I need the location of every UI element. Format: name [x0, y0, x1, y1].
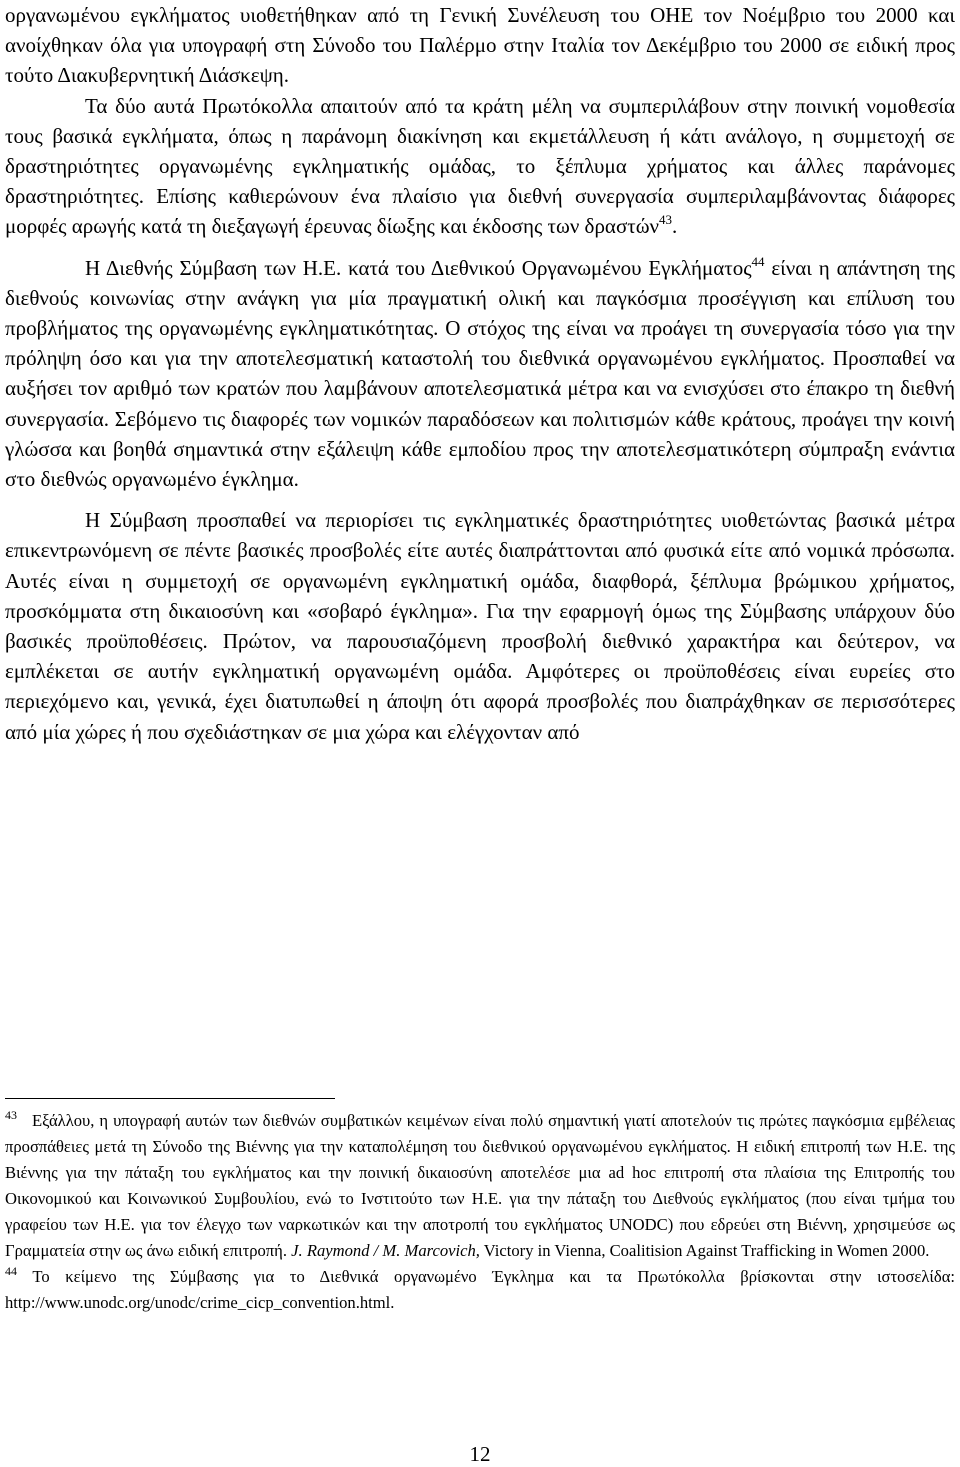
footnote-source-title: Victory in Vienna, Coalitision Against Trafficking in Women 2000. [479, 1241, 930, 1260]
footnote-separator [5, 1098, 335, 1099]
footnote-text: Εξάλλου, η υπογραφή αυτών των διεθνών συμβατικών κειμένων είναι πολύ σημαντική γιατί αποτελούν τις πρώτες παγκόσμια εμβέλειας προσπάθειες μετά τη Σύνοδο της Βιέννης για την καταπολέμηση του διεθνικού οργανωμένου εγκλήματος. Η ειδική επιτροπή των Η.Ε. της Βιέννης για την πάταξη του εγκλήματος και την ποινική δικαιοσύνη αποτελέσε μια ad hoc επιτροπή στα πλαίσια της Επιτροπής του Οικονομικού και Κοινωνικού Συμβουλίου, ενώ το Ινστιτούτο των Η.Ε. για την πάταξη του Διεθνούς εγκλήματος (που είναι τμήμα του γραφείου των Η.Ε. για τον έλεγχο των ναρκωτικών και την αποτροπή του εγκλήματος UNODC) που εδρεύει στη Βιέννη, χρησιμεύσε ως Γραμματεία στην ως άνω ειδική επιτροπή. [5, 1111, 955, 1260]
paragraph-continuation: οργανωμένου εγκλήματος υιοθετήθηκαν από τη Γενική Συνέλευση του ΟΗΕ τον Νοέμβριο του 2000 και ανοίχθηκαν όλα για υπογραφή στη Σύνοδο του Παλέρμο στην Ιταλία τον Δεκέμβριο του 2000 σε ειδική προς τούτο Διακυβερνητική Διάσκεψη. [5, 3, 955, 88]
footnote-number: 44 [5, 1264, 17, 1278]
paragraph-end: . [672, 214, 678, 239]
body-text [5, 0, 955, 747]
page-number: 12 [469, 1442, 491, 1466]
footnote-ref-43: 43 [659, 212, 673, 228]
footnote-44 [5, 1264, 955, 1316]
footnote-ref-44: 44 [751, 253, 765, 269]
paragraph-text: Τα δύο αυτά Πρωτόκολλα απαιτούν από τα κράτη μέλη να συμπεριλάβουν στην ποινική νομοθεσία τους βασικά εγκλήματα, όπως η παράνομη διακίνηση και εκμετάλλευση ή κάτι ανάλογο, η συμμετοχή σε δραστηριότητες οργανωμένης εγκληματικής ομάδας, το ξέπλυμα χρήματος και άλλες παράνομες δραστηριότητες. Επίσης καθιερώνουν ένα πλαίσιο για διεθνή συνεργασία συμπεριλαμβάνοντας διάφορες μορφές αρωγής κατά τη διεξαγωγή έρευνας δίωξης και έκδοσης των δραστών [5, 93, 955, 239]
paragraph-convention [5, 253, 955, 495]
page-content [5, 0, 955, 747]
footnote-number: 43 [5, 1108, 17, 1122]
paragraph-text: Η Διεθνής Σύμβαση των Η.Ε. κατά του Διεθνικού Οργανωμένου Εγκλήματος [85, 255, 752, 280]
footnote-43 [5, 1108, 955, 1264]
footnote-authors: J. Raymond / M. Marcovich, [291, 1241, 480, 1260]
paragraph-convention-offences: Η Σύμβαση προσπαθεί να περιορίσει τις εγκληματικές δραστηριότητες υιοθετώντας βασικά μέτρα επικεντρωνόμενη σε πέντε βασικές προσβολές είτε αυτές διαπράττονται από φυσικά είτε από νομικά πρόσωπα. Αυτές είναι η συμμετοχή σε οργανωμένη εγκληματική ομάδα, διαφθορά, ξέπλυμα βρώμικου χρήματος, προσκόμματα στη δικαιοσύνη και «σοβαρό έγκλημα». Για την εφαρμογή όμως της Σύμβασης υπάρχουν δύο βασικές προϋποθέσεις. Πρώτον, να παρουσιαζόμενη προσβολή διεθνικό χαρακτήρα και δεύτερον, να εμπλέκεται σε αυτήν εγκληματική οργανωμένη ομάδα. Αμφότερες οι προϋποθέσεις είναι ευρείες στο περιεχόμενο και, γενικά, έχει διατυπωθεί η άποψη ότι αφορά προσβολές που διαπράχθηκαν σε περισσότερες από μία χώρες ή που σχεδιάστηκαν σε μια χώρα και ελέγχονταν από [5, 508, 955, 744]
paragraph-protocols [5, 91, 955, 242]
paragraph-text: είναι η απάντηση της διεθνούς κοινωνίας στην ανάγκη για μία πραγματική ολική και παγκόσμια προσέγγιση και επίλυση του προβλήματος της οργανωμένης εγκληματικότητας. Ο στόχος της είναι να προάγει τη συνεργασία τόσο για την πρόληψη όσο και για την αποτελεσματική καταστολή του διεθνικά οργανωμένου εγκλήματος. Προσπαθεί να αυξήσει τον αριθμό των κρατών που λαμβάνουν αποτελεσματικά μέτρα και να ενισχύσει στο έπακρο τη διεθνή συνεργασία. Σεβόμενο τις διαφορές των νομικών παραδόσεων και πολιτισμών κάθε κράτους, προάγει την κοινή γλώσσα και βοηθά σημαντικά στην εξάλειψη κάθε εμποδίου προς την αποτελεσματικότερη σύμπραξη ενάντια στο διεθνώς οργανωμένο έγκλημα. [5, 255, 955, 492]
footnote-text: Το κείμενο της Σύμβασης για το Διεθνικά οργανωμένο Έγκλημα και τα Πρωτόκολλα βρίσκονται στην ιστοσελίδα: http://www.unodc.org/unodc/crime_cicp_convention.html. [5, 1267, 955, 1312]
footnotes [5, 1108, 955, 1316]
